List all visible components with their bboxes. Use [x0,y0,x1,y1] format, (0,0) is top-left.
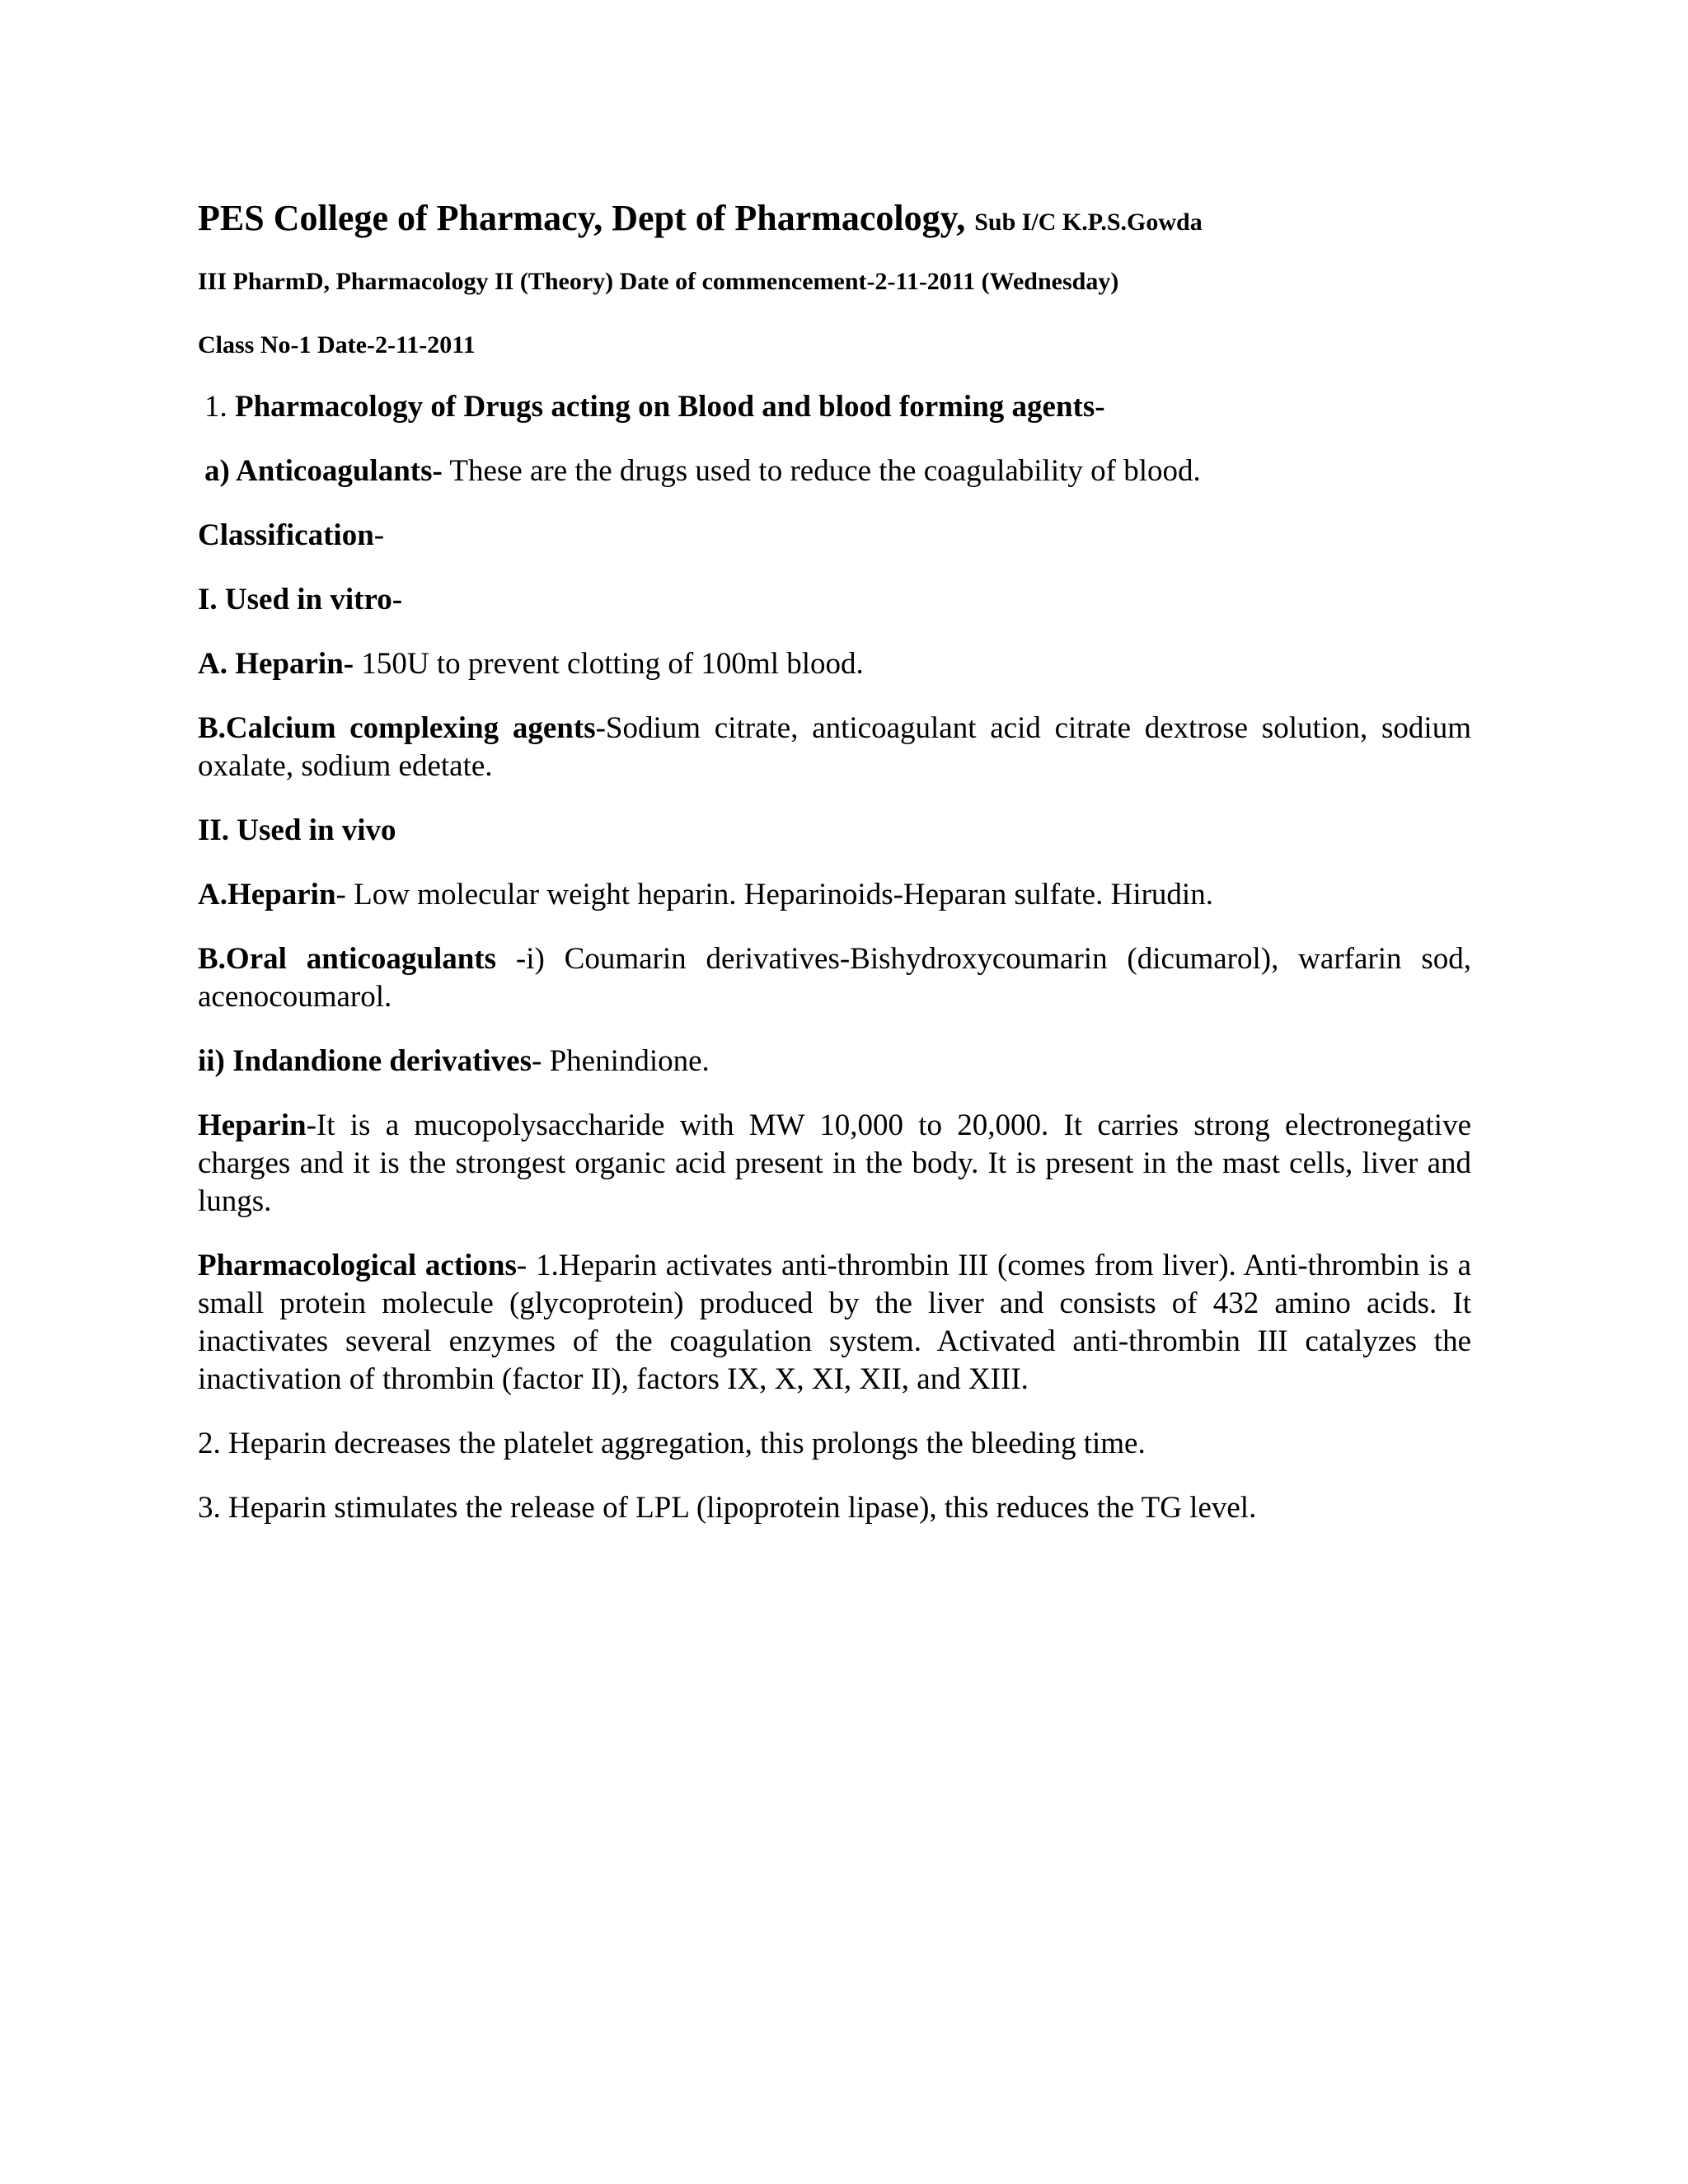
anticoagulants-label: a) Anticoagulants- [204,454,443,488]
action-point-2: 2. Heparin decreases the platelet aggregation, this prolongs the bleeding time. [198,1427,1146,1460]
oral-anticoagulants-text: -i) Coumarin derivatives-Bishydroxycoumarin (dicumarol), warfarin sod, acenocoumarol. [198,942,1471,1014]
classification-label: Classification [198,518,374,552]
in-vitro-heading [198,581,1471,619]
in-vivo-heading [198,812,1471,850]
oral-anticoagulants-label: B.Oral anticoagulants [198,942,497,976]
class-line: Class No-1 Date-2-11-2011 [198,331,476,359]
topic-heading [198,388,1471,426]
in-vivo-heparin [198,876,1471,914]
pharm-actions-text: - 1.Heparin activates anti-thrombin III (comes from liver). Anti-thrombin is a small protein molecule (glycoprotein) produced by the liver and consists of 432 amino acids. It inactivates several enzymes of the coagulation system. Activated anti-thrombin III catalyzes the inactivation of thrombin (factor II), factors IX, X, XI, XII, and XIII. [198,1249,1472,1396]
topic-number: 1. [204,390,227,424]
heparin-desc-text: -It is a mucopolysaccharide with MW 10,000 to 20,000. It carries strong electronegative charges and it is the strongest organic acid present in the body. It is present in the mast cells, liver and lungs. [198,1108,1471,1218]
course-line: III PharmD, Pharmacology II (Theory) Date of commencement-2-11-2011 (Wednesday) [198,268,1119,295]
document-title [198,194,1471,247]
indandione-label: ii) Indandione derivatives [198,1044,532,1078]
in-vivo-heading-text: II. Used in vivo [198,813,396,847]
topic-text: Pharmacology of Drugs acting on Blood and blood forming agents- [235,390,1105,424]
classification-dash: - [373,518,385,552]
in-vitro-heading-text: I. Used in vitro- [198,583,403,616]
title-subtitle: Sub I/C K.P.S.Gowda [974,209,1203,236]
anticoagulants-text: These are the drugs used to reduce the coagulability of blood. [442,454,1201,488]
classification-heading [198,517,1471,555]
heparin-description [198,1107,1471,1221]
in-vivo-heparin-text: - Low molecular weight heparin. Heparinoids-Heparan sulfate. Hirudin. [335,878,1213,912]
in-vivo-heparin-label: A.Heparin [198,878,336,912]
action-point-3: 3. Heparin stimulates the release of LPL (lipoprotein lipase), this reduces the TG level. [198,1491,1257,1525]
title-text: PES College of Pharmacy, Dept of Pharmacology, [198,198,966,238]
anticoagulants-definition [198,452,1471,490]
heparin-desc-label: Heparin [198,1108,307,1142]
in-vitro-calcium-agents [198,710,1471,785]
indandione-text: - Phenindione. [532,1044,710,1078]
in-vitro-heparin-label: A. Heparin- [198,647,354,681]
in-vitro-heparin [198,645,1471,683]
in-vitro-heparin-text: 150U to prevent clotting of 100ml blood. [354,647,864,681]
in-vitro-calcium-label: B.Calcium complexing agents [198,711,596,745]
indandione-derivatives [198,1043,1471,1080]
pharmacological-actions [198,1247,1471,1399]
in-vitro-calcium-text: -Sodium citrate, anticoagulant acid citrate dextrose solution, sodium oxalate, sodium edetate. [198,711,1471,783]
in-vivo-oral-anticoagulants [198,940,1471,1016]
pharm-actions-label: Pharmacological actions [198,1249,517,1282]
document-page [198,194,1471,1554]
